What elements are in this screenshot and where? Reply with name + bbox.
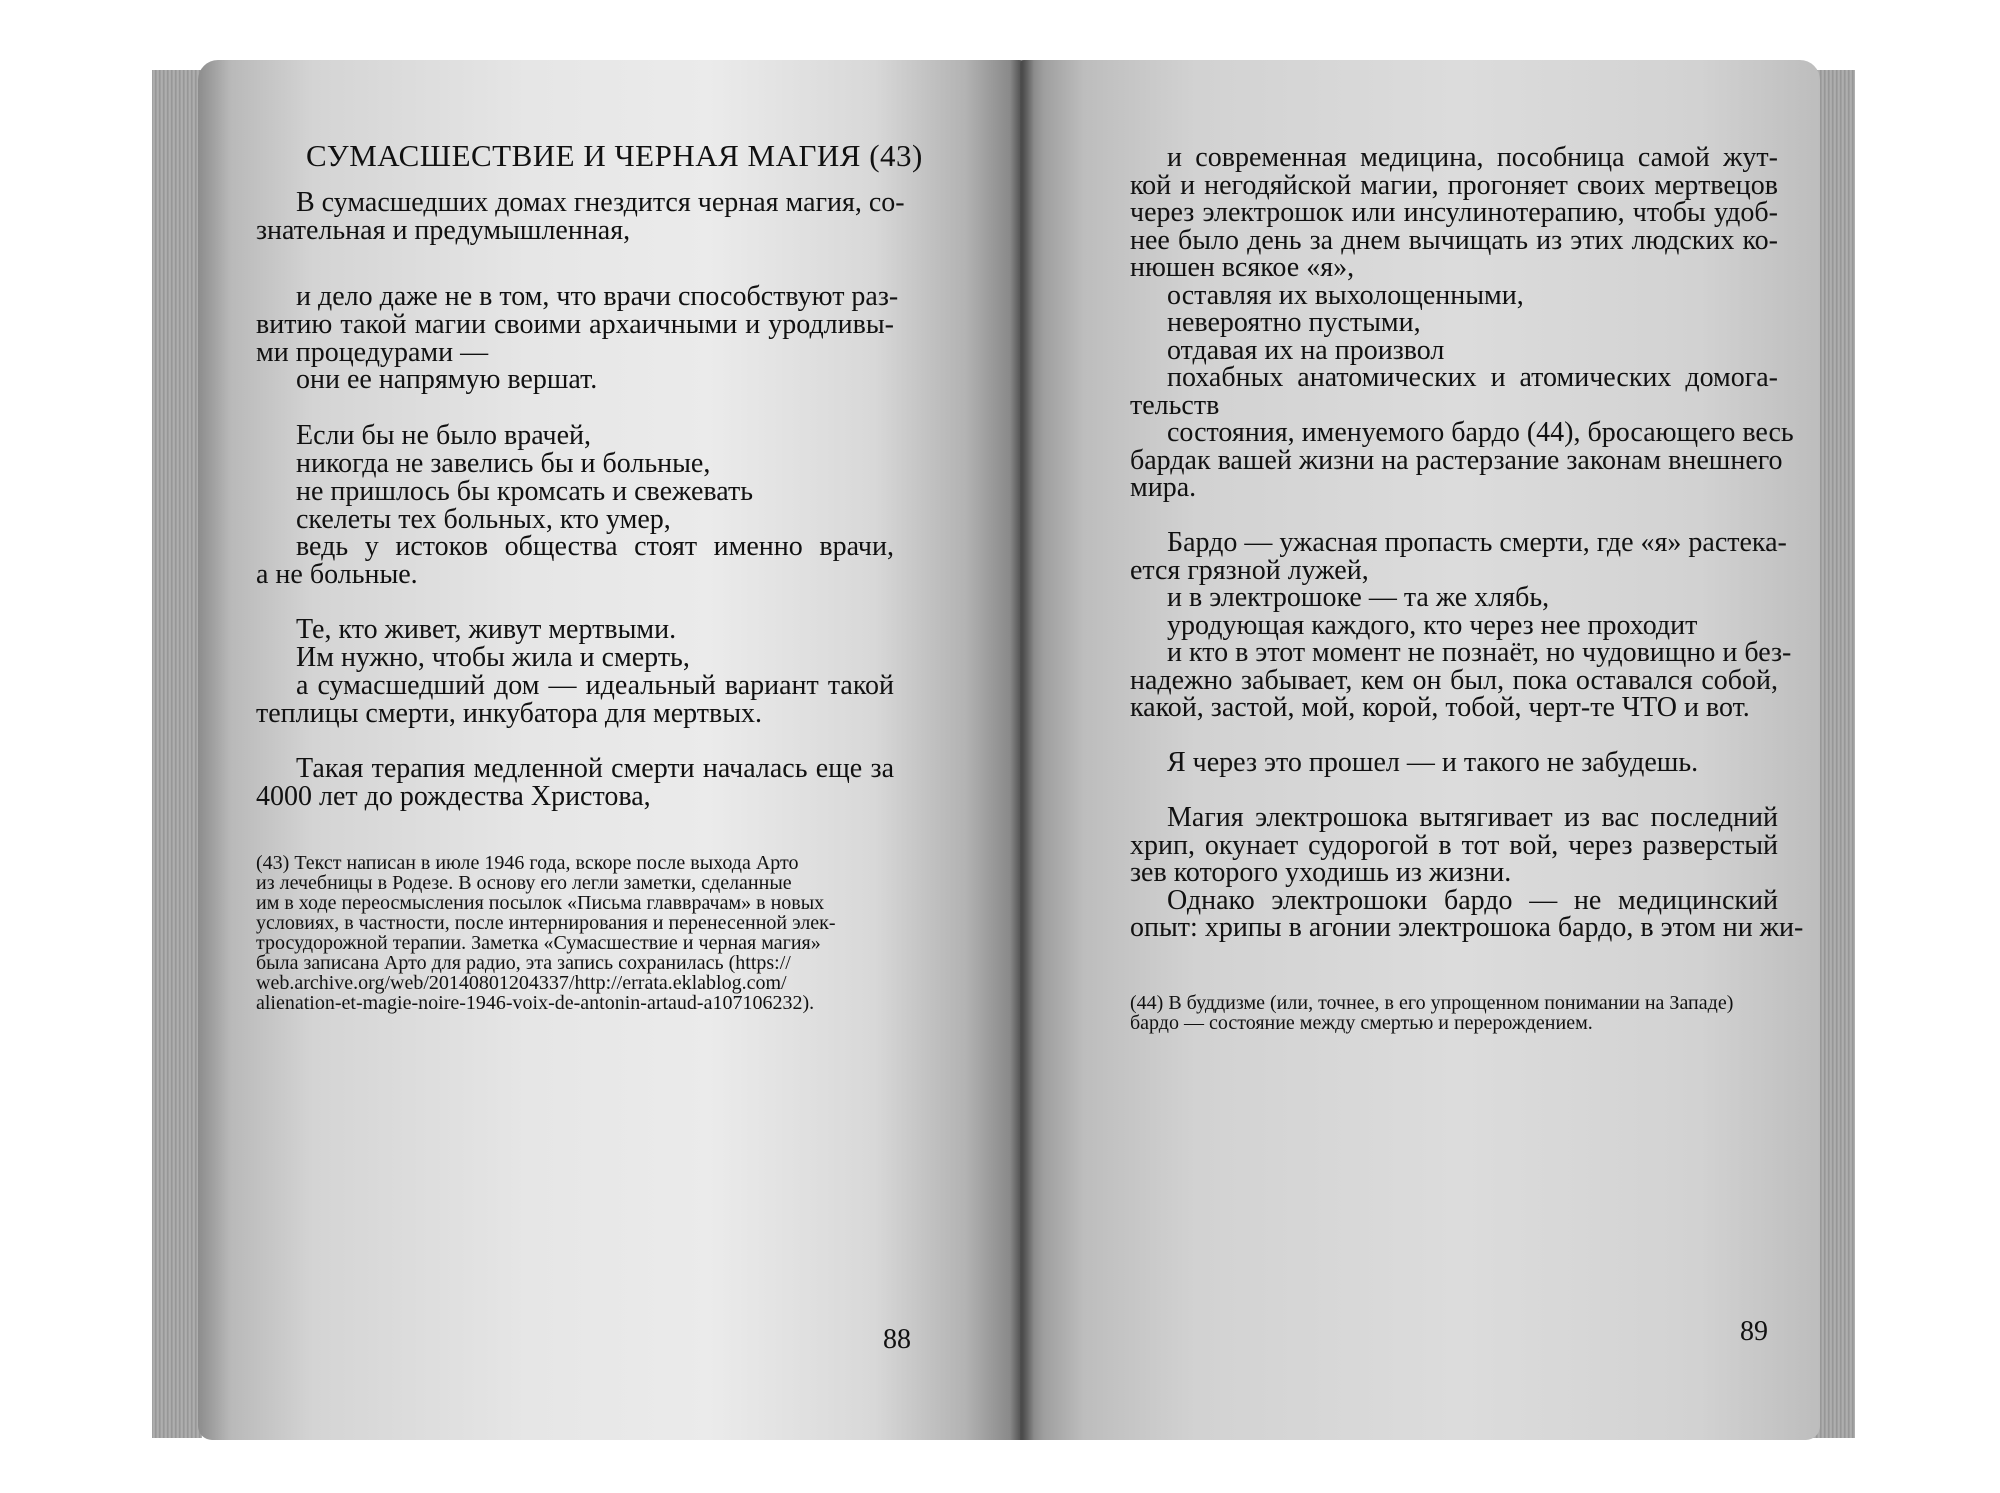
text-line: знательная и предумышленная, <box>256 215 631 246</box>
footnote-line: (44) В буддизме (или, точнее, в его упрощенном понимании на Западе) <box>1130 992 1734 1014</box>
text-line: В сумасшедших домах гнездится черная магия, со- <box>296 187 905 218</box>
footnote-line: была записана Арто для радио, эта запись сохранилась (https:// <box>256 952 791 974</box>
text-line: Те, кто живет, живут мертвыми. <box>296 614 677 645</box>
chapter-title: СУМАСШЕСТВИЕ И ЧЕРНАЯ МАГИЯ (43) <box>306 138 923 173</box>
text-line: надежно забывает, кем он был, пока оставался собой, <box>1130 665 1778 696</box>
text-line: уродующая каждого, кто через нее проходит <box>1167 610 1698 641</box>
text-line: тельств <box>1130 390 1220 421</box>
text-line: состояния, именуемого бардо (44), бросающего весь <box>1167 417 1794 448</box>
text-line: скелеты тех больных, кто умер, <box>296 504 671 535</box>
text-line: невероятно пустыми, <box>1167 307 1421 338</box>
text-line: теплицы смерти, инкубатора для мертвых. <box>256 698 763 729</box>
footnote-line: им в ходе переосмысления посылок «Письма главврачам» в новых <box>256 892 825 914</box>
text-line: зев которого уходишь из жизни. <box>1130 857 1512 888</box>
text-line: ведь у истоков общества стоят именно врачи, <box>296 531 894 562</box>
text-line: и кто в этот момент не познаёт, но чудовищно и без- <box>1167 637 1792 668</box>
text-line: Магия электрошока вытягивает из вас последний <box>1167 802 1778 833</box>
text-line: Бардо — ужасная пропасть смерти, где «я» растека- <box>1167 527 1787 558</box>
text-line: отдавая их на произвол <box>1167 335 1445 366</box>
text-line: Им нужно, чтобы жила и смерть, <box>296 642 690 673</box>
text-line: опыт: хрипы в агонии электрошока бардо, в этом ни жи- <box>1130 912 1804 943</box>
footnote-line: web.archive.org/web/20140801204337/http://errata.eklablog.com/ <box>256 972 787 994</box>
footnote-line: (43) Текст написан в июле 1946 года, вскоре после выхода Арто <box>256 852 799 874</box>
text-line: оставляя их выхолощенными, <box>1167 280 1524 311</box>
text-line: витию такой магии своими архаичными и уродливы- <box>256 309 894 340</box>
page-edges-left <box>152 70 202 1438</box>
text-line: и в электрошоке — та же хлябь, <box>1167 582 1550 613</box>
footnote-line: из лечебницы в Родезе. В основу его легли заметки, сделанные <box>256 872 792 894</box>
text-line: они ее напрямую вершат. <box>296 364 598 395</box>
text-line: не пришлось бы кромсать и свежевать <box>296 476 753 507</box>
footnote-line: бардо — состояние между смертью и перерождением. <box>1130 1012 1593 1034</box>
text-line: Если бы не было врачей, <box>296 420 592 451</box>
text-line: кой и негодяйской магии, прогоняет своих мертвецов <box>1130 170 1778 201</box>
text-line: Я через это прошел — и такого не забудешь. <box>1167 747 1699 778</box>
text-line: нюшен всякое «я», <box>1130 252 1355 283</box>
book-spine-shadow <box>1010 60 1034 1440</box>
text-line: а сумасшедший дом — идеальный вариант такой <box>296 670 894 701</box>
text-line: через электрошок или инсулинотерапию, чтобы удоб- <box>1130 197 1778 228</box>
text-line: ми процедурами — <box>256 337 489 368</box>
text-line: нее было день за днем вычищать из этих людских ко- <box>1130 225 1778 256</box>
text-line: бардак вашей жизни на растерзание законам внешнего <box>1130 445 1783 476</box>
text-line: никогда не завелись бы и больные, <box>296 448 711 479</box>
text-line: хрип, окунает судорогой в тот вой, через разверстый <box>1130 830 1778 861</box>
text-line: и дело даже не в том, что врачи способствуют раз- <box>296 281 899 312</box>
text-line: 4000 лет до рождества Христова, <box>256 781 651 812</box>
text-line: а не больные. <box>256 559 418 590</box>
right-page <box>1020 60 1820 1440</box>
text-line: похабных анатомических и атомических домога- <box>1167 362 1778 393</box>
left-page <box>198 60 1023 1440</box>
text-line: мира. <box>1130 472 1197 503</box>
text-line: Однако электрошоки бардо — не медицинский <box>1167 885 1778 916</box>
footnote-line: alienation-et-magie-noire-1946-voix-de-antonin-artaud-a107106232). <box>256 992 815 1014</box>
page-number-right: 89 <box>1740 1316 1768 1347</box>
text-line: какой, застой, мой, корой, тобой, черт-те ЧТО и вот. <box>1130 692 1750 723</box>
footnote-line: тросудорожной терапии. Заметка «Сумасшествие и черная магия» <box>256 932 821 954</box>
text-line: ется грязной лужей, <box>1130 555 1369 586</box>
text-line: и современная медицина, пособница самой жут- <box>1167 142 1778 173</box>
text-line: Такая терапия медленной смерти началась еще за <box>296 753 894 784</box>
footnote-line: условиях, в частности, после интернирования и перенесенной элек- <box>256 912 836 934</box>
page-number-left: 88 <box>883 1324 911 1355</box>
